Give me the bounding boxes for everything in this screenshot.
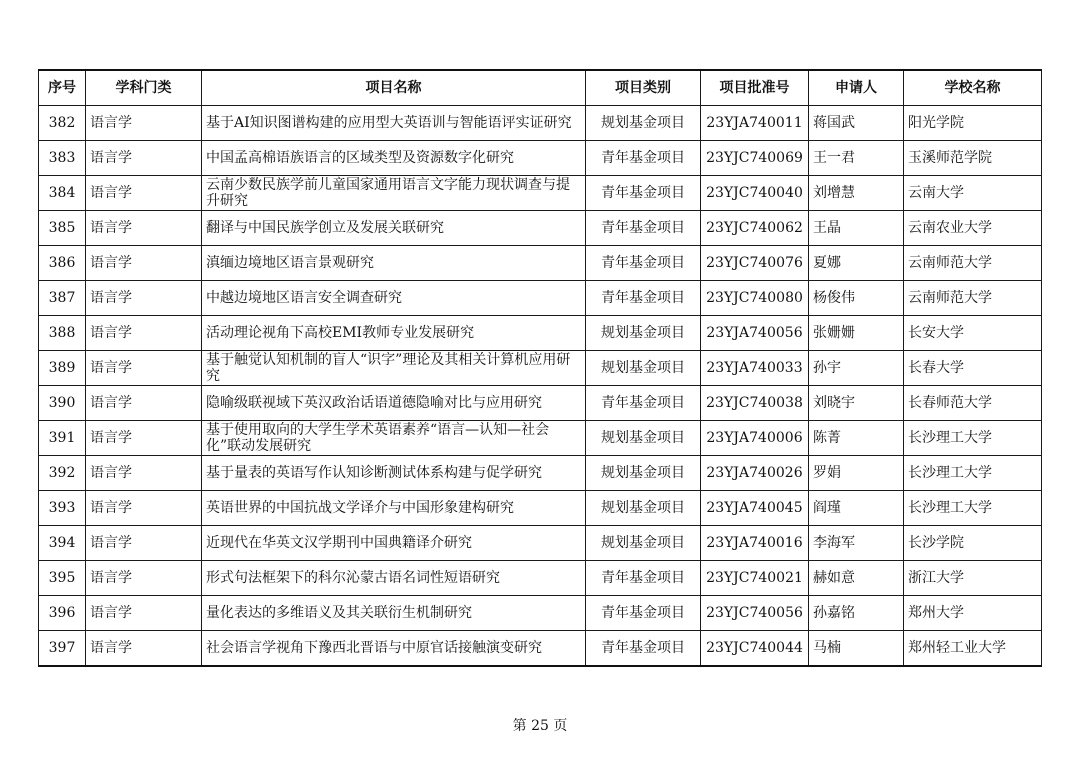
row-school: 长沙学院 <box>904 526 1042 561</box>
header-project-name: 项目名称 <box>202 70 586 106</box>
row-seq: 389 <box>39 351 86 386</box>
row-seq: 384 <box>39 176 86 211</box>
row-project-type: 规划基金项目 <box>586 491 701 526</box>
row-seq: 382 <box>39 106 86 141</box>
row-seq: 385 <box>39 211 86 246</box>
row-applicant: 孙宇 <box>809 351 904 386</box>
row-school: 长沙理工大学 <box>904 421 1042 456</box>
row-subject: 语言学 <box>86 176 202 211</box>
row-seq: 387 <box>39 281 86 316</box>
row-approval-number: 23YJA740045 <box>701 491 809 526</box>
row-subject: 语言学 <box>86 281 202 316</box>
header-subject: 学科门类 <box>86 70 202 106</box>
table-row <box>39 386 1042 421</box>
table-row <box>39 526 1042 561</box>
row-school: 长安大学 <box>904 316 1042 351</box>
table-row <box>39 631 1042 667</box>
row-subject: 语言学 <box>86 596 202 631</box>
row-project-name: 活动理论视角下高校EMI教师专业发展研究 <box>202 316 586 351</box>
row-project-type: 青年基金项目 <box>586 246 701 281</box>
row-subject: 语言学 <box>86 141 202 176</box>
table-header-row <box>39 70 1042 106</box>
row-applicant: 陈菁 <box>809 421 904 456</box>
row-approval-number: 23YJA740006 <box>701 421 809 456</box>
table-row <box>39 456 1042 491</box>
page-number: 第 25 页 <box>512 718 568 734</box>
row-subject: 语言学 <box>86 456 202 491</box>
row-applicant: 罗娟 <box>809 456 904 491</box>
header-seq: 序号 <box>39 70 86 106</box>
row-school: 郑州轻工业大学 <box>904 631 1042 667</box>
row-approval-number: 23YJA740033 <box>701 351 809 386</box>
row-project-name: 滇缅边境地区语言景观研究 <box>202 246 586 281</box>
row-seq: 390 <box>39 386 86 421</box>
row-seq: 386 <box>39 246 86 281</box>
row-applicant: 蒋国武 <box>809 106 904 141</box>
table-row <box>39 491 1042 526</box>
row-project-name: 近现代在华英文汉学期刊中国典籍译介研究 <box>202 526 586 561</box>
row-subject: 语言学 <box>86 421 202 456</box>
row-approval-number: 23YJC740044 <box>701 631 809 667</box>
row-project-type: 青年基金项目 <box>586 176 701 211</box>
row-school: 浙江大学 <box>904 561 1042 596</box>
row-seq: 383 <box>39 141 86 176</box>
row-seq: 397 <box>39 631 86 667</box>
row-approval-number: 23YJC740056 <box>701 596 809 631</box>
row-subject: 语言学 <box>86 526 202 561</box>
row-project-name: 中越边境地区语言安全调查研究 <box>202 281 586 316</box>
table-row <box>39 211 1042 246</box>
row-approval-number: 23YJA740056 <box>701 316 809 351</box>
row-school: 长春师范大学 <box>904 386 1042 421</box>
row-applicant: 马楠 <box>809 631 904 667</box>
table-body <box>39 106 1042 667</box>
row-approval-number: 23YJC740062 <box>701 211 809 246</box>
row-subject: 语言学 <box>86 386 202 421</box>
row-subject: 语言学 <box>86 351 202 386</box>
table-row <box>39 141 1042 176</box>
row-school: 云南农业大学 <box>904 211 1042 246</box>
row-project-type: 青年基金项目 <box>586 596 701 631</box>
row-subject: 语言学 <box>86 316 202 351</box>
row-subject: 语言学 <box>86 106 202 141</box>
header-school: 学校名称 <box>904 70 1042 106</box>
row-project-name: 翻译与中国民族学创立及发展关联研究 <box>202 211 586 246</box>
header-project-type: 项目类别 <box>586 70 701 106</box>
table-row <box>39 351 1042 386</box>
row-project-name: 基于触觉认知机制的盲人“识字”理论及其相关计算机应用研究 <box>202 351 586 386</box>
row-project-type: 规划基金项目 <box>586 526 701 561</box>
row-approval-number: 23YJC740038 <box>701 386 809 421</box>
header-applicant: 申请人 <box>809 70 904 106</box>
row-seq: 393 <box>39 491 86 526</box>
row-applicant: 杨俊伟 <box>809 281 904 316</box>
row-project-name: 基于量表的英语写作认知诊断测试体系构建与促学研究 <box>202 456 586 491</box>
table-row <box>39 281 1042 316</box>
row-school: 玉溪师范学院 <box>904 141 1042 176</box>
row-project-type: 青年基金项目 <box>586 386 701 421</box>
row-project-type: 规划基金项目 <box>586 106 701 141</box>
row-project-name: 云南少数民族学前儿童国家通用语言文字能力现状调查与提升研究 <box>202 176 586 211</box>
row-project-type: 青年基金项目 <box>586 141 701 176</box>
row-applicant: 刘晓宇 <box>809 386 904 421</box>
row-applicant: 孙嘉铭 <box>809 596 904 631</box>
row-project-name: 英语世界的中国抗战文学译介与中国形象建构研究 <box>202 491 586 526</box>
row-project-type: 规划基金项目 <box>586 456 701 491</box>
row-project-name: 社会语言学视角下豫西北晋语与中原官话接触演变研究 <box>202 631 586 667</box>
row-approval-number: 23YJC740069 <box>701 141 809 176</box>
row-project-type: 青年基金项目 <box>586 561 701 596</box>
row-school: 云南大学 <box>904 176 1042 211</box>
row-school: 云南师范大学 <box>904 246 1042 281</box>
row-seq: 396 <box>39 596 86 631</box>
row-seq: 395 <box>39 561 86 596</box>
row-project-type: 规划基金项目 <box>586 421 701 456</box>
row-project-name: 隐喻级联视域下英汉政治话语道德隐喻对比与应用研究 <box>202 386 586 421</box>
row-approval-number: 23YJC740076 <box>701 246 809 281</box>
row-approval-number: 23YJC740080 <box>701 281 809 316</box>
row-approval-number: 23YJC740040 <box>701 176 809 211</box>
row-school: 长沙理工大学 <box>904 456 1042 491</box>
row-project-type: 青年基金项目 <box>586 211 701 246</box>
row-seq: 392 <box>39 456 86 491</box>
row-applicant: 阎瑾 <box>809 491 904 526</box>
row-seq: 388 <box>39 316 86 351</box>
row-project-name: 中国孟高棉语族语言的区域类型及资源数字化研究 <box>202 141 586 176</box>
row-applicant: 夏娜 <box>809 246 904 281</box>
row-approval-number: 23YJA740026 <box>701 456 809 491</box>
row-applicant: 张姗姗 <box>809 316 904 351</box>
row-school: 郑州大学 <box>904 596 1042 631</box>
row-project-type: 青年基金项目 <box>586 281 701 316</box>
row-project-name: 基于使用取向的大学生学术英语素养“语言—认知—社会化”联动发展研究 <box>202 421 586 456</box>
row-subject: 语言学 <box>86 561 202 596</box>
row-project-type: 规划基金项目 <box>586 316 701 351</box>
row-project-name: 形式句法框架下的科尔沁蒙古语名词性短语研究 <box>202 561 586 596</box>
project-table <box>38 69 1042 667</box>
row-project-type: 青年基金项目 <box>586 631 701 667</box>
table-row <box>39 316 1042 351</box>
row-school: 阳光学院 <box>904 106 1042 141</box>
row-approval-number: 23YJA740016 <box>701 526 809 561</box>
table-row <box>39 106 1042 141</box>
row-applicant: 李海军 <box>809 526 904 561</box>
table-row <box>39 561 1042 596</box>
row-approval-number: 23YJC740021 <box>701 561 809 596</box>
row-project-name: 基于AI知识图谱构建的应用型大英语训与智能语评实证研究 <box>202 106 586 141</box>
row-school: 云南师范大学 <box>904 281 1042 316</box>
row-subject: 语言学 <box>86 631 202 667</box>
row-applicant: 刘增慧 <box>809 176 904 211</box>
row-applicant: 王晶 <box>809 211 904 246</box>
row-school: 长沙理工大学 <box>904 491 1042 526</box>
row-applicant: 王一君 <box>809 141 904 176</box>
row-seq: 394 <box>39 526 86 561</box>
row-project-name: 量化表达的多维语义及其关联衍生机制研究 <box>202 596 586 631</box>
table-row <box>39 596 1042 631</box>
row-approval-number: 23YJA740011 <box>701 106 809 141</box>
row-project-type: 规划基金项目 <box>586 351 701 386</box>
row-school: 长春大学 <box>904 351 1042 386</box>
row-seq: 391 <box>39 421 86 456</box>
row-subject: 语言学 <box>86 246 202 281</box>
table-row <box>39 246 1042 281</box>
table-row <box>39 176 1042 211</box>
table-row <box>39 421 1042 456</box>
row-subject: 语言学 <box>86 211 202 246</box>
row-subject: 语言学 <box>86 491 202 526</box>
row-applicant: 赫如意 <box>809 561 904 596</box>
header-approval-number: 项目批准号 <box>701 70 809 106</box>
